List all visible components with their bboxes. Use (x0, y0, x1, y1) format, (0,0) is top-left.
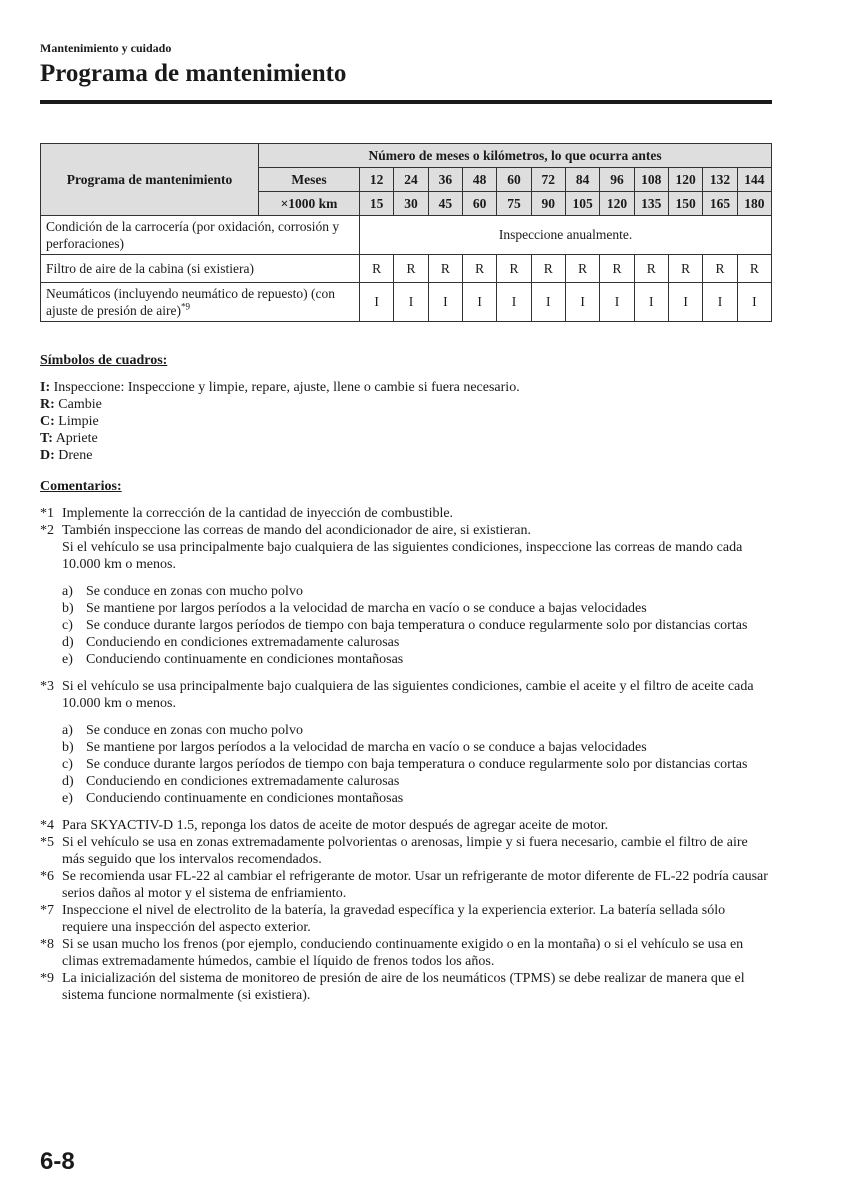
note-4: *4 Para SKYACTIV-D 1.5, reponga los datos de aceite de motor después de agregar aceite de motor. (40, 818, 609, 833)
condition-item: a) Se conduce en zonas con mucho polvo (62, 723, 303, 738)
km-cell: 135 (634, 192, 668, 216)
value-cell: I (497, 283, 531, 322)
km-cell: 30 (394, 192, 428, 216)
month-cell: 36 (428, 168, 462, 192)
value-cell: I (394, 283, 428, 322)
note-8: *8 Si se usan mucho los frenos (por ejemplo, conduciendo continuamente exigido o en la montaña) o si el vehículo se usa en climas extremadamente húmedos, cambie el líquido de frenos todos los años. (40, 937, 744, 969)
km-cell: 180 (737, 192, 772, 216)
month-cell: 72 (531, 168, 565, 192)
month-cell: 60 (497, 168, 531, 192)
value-cell: R (394, 255, 428, 283)
span-header-cell: Número de meses o kilómetros, lo que ocurra antes (259, 144, 772, 168)
note-6: *6 Se recomienda usar FL-22 al cambiar el refrigerante de motor. Usar un refrigerante de motor diferente de FL-22 podría causar serios daños al motor y el sistema de enfriamiento. (40, 869, 768, 901)
value-cell: R (360, 255, 394, 283)
note-1: *1 Implemente la corrección de la cantidad de inyección de combustible. (40, 506, 454, 521)
value-cell: R (428, 255, 462, 283)
row-label: Filtro de aire de la cabina (si existiera) (41, 255, 360, 283)
km-cell: 75 (497, 192, 531, 216)
comments-heading: Comentarios: (40, 479, 122, 494)
symbols-section (40, 352, 772, 464)
note-2-continuation: Si el vehículo se usa principalmente bajo cualquiera de las siguientes condiciones, inspeccione las correas de mando cada 10.000 km o menos. (62, 540, 743, 572)
value-cell: R (634, 255, 668, 283)
note-9: *9 La inicialización del sistema de monitoreo de presión de aire de los neumáticos (TPMS) se debe realizar de manera que el sistema funcione normalmente (si existiera). (40, 971, 745, 1003)
value-cell: R (737, 255, 772, 283)
row-label: Neumáticos (incluyendo neumático de repuesto) (con ajuste de presión de aire)$^{*9}$ (41, 283, 360, 322)
km-cell: 120 (600, 192, 634, 216)
condition-item: d) Conduciendo en condiciones extremadamente calurosas (62, 774, 400, 789)
condition-item: b) Se mantiene por largos períodos a la velocidad de marcha en vacío o se conduce a bajas velocidades (62, 601, 647, 616)
value-cell: R (703, 255, 737, 283)
page-header (40, 40, 772, 104)
table-row (41, 216, 772, 255)
month-cell: 96 (600, 168, 634, 192)
condition-item: c) Se conduce durante largos períodos de tiempo con baja temperatura o conduce regularmente solo por distancias cortas (62, 757, 748, 772)
symbol-item: T: Apriete (40, 431, 98, 446)
symbol-item: D: Drene (40, 448, 93, 463)
condition-item: d) Conduciendo en condiciones extremadamente calurosas (62, 635, 400, 650)
km-cell: 15 (360, 192, 394, 216)
table-row (41, 283, 772, 322)
note-5: *5 Si el vehículo se usa en zonas extremadamente polvorientas o arenosas, limpie y si fuera necesario, cambie el filtro de aire más seguido que los intervalos recomendados. (40, 835, 748, 867)
km-cell: 90 (531, 192, 565, 216)
km-cell: 60 (462, 192, 496, 216)
km-label: ×1000 km (259, 192, 360, 216)
symbols-heading: Símbolos de cuadros: (40, 353, 168, 368)
value-cell: I (737, 283, 772, 322)
value-cell: I (668, 283, 702, 322)
condition-item: c) Se conduce durante largos períodos de tiempo con baja temperatura o conduce regularmente solo por distancias cortas (62, 618, 748, 633)
row-label: Condición de la carrocería (por oxidación, corrosión y perforaciones) (41, 216, 360, 255)
value-cell: R (565, 255, 599, 283)
row-header-cell: Programa de mantenimiento (41, 144, 259, 216)
value-cell: R (600, 255, 634, 283)
value-cell: I (703, 283, 737, 322)
footnote-ref: *9 (180, 301, 190, 312)
value-cell: R (497, 255, 531, 283)
month-cell: 144 (737, 168, 772, 192)
km-cell: 165 (703, 192, 737, 216)
table-header-row (41, 144, 772, 168)
month-cell: 48 (462, 168, 496, 192)
table-row (41, 255, 772, 283)
month-cell: 132 (703, 168, 737, 192)
page-number: 6-8 (40, 1148, 75, 1175)
value-cell: R (668, 255, 702, 283)
maintenance-schedule-table (40, 143, 772, 322)
km-cell: 105 (565, 192, 599, 216)
symbol-item: C: Limpie (40, 414, 99, 429)
page-title: Programa de mantenimiento (40, 60, 347, 87)
condition-item: e) Conduciendo continuamente en condiciones montañosas (62, 652, 404, 667)
note-2: *2 También inspeccione las correas de mando del acondicionador de aire, si existieran. (40, 523, 531, 538)
value-cell: I (565, 283, 599, 322)
condition-item: a) Se conduce en zonas con mucho polvo (62, 584, 303, 599)
value-cell: R (531, 255, 565, 283)
condition-item: e) Conduciendo continuamente en condiciones montañosas (62, 791, 404, 806)
month-cell: 84 (565, 168, 599, 192)
month-cell: 24 (394, 168, 428, 192)
annual-cell: Inspeccione anualmente. (360, 216, 772, 255)
month-cell: 108 (634, 168, 668, 192)
months-label: Meses (259, 168, 360, 192)
km-cell: 45 (428, 192, 462, 216)
note-7: *7 Inspeccione el nivel de electrolito de la batería, la gravedad específica y la experiencia exterior. La batería sellada sólo requiere una inspección del aspecto exterior. (40, 903, 726, 935)
section-label: Mantenimiento y cuidado (40, 41, 172, 55)
value-cell: I (634, 283, 668, 322)
month-cell: 120 (668, 168, 702, 192)
month-cell: 12 (360, 168, 394, 192)
km-cell: 150 (668, 192, 702, 216)
condition-item: b) Se mantiene por largos períodos a la velocidad de marcha en vacío o se conduce a bajas velocidades (62, 740, 647, 755)
value-cell: I (531, 283, 565, 322)
comments-section (40, 478, 772, 1004)
title-rule (40, 100, 772, 104)
value-cell: R (462, 255, 496, 283)
symbol-item: R: Cambie (40, 397, 102, 412)
value-cell: I (360, 283, 394, 322)
symbol-item: I: Inspeccione: Inspeccione y limpie, repare, ajuste, llene o cambie si fuera necesario. (40, 380, 520, 395)
value-cell: I (428, 283, 462, 322)
note-3: *3 Si el vehículo se usa principalmente bajo cualquiera de las siguientes condiciones, cambie el aceite y el filtro de aceite cada 10.000 km o menos. (40, 679, 754, 711)
value-cell: I (462, 283, 496, 322)
value-cell: I (600, 283, 634, 322)
